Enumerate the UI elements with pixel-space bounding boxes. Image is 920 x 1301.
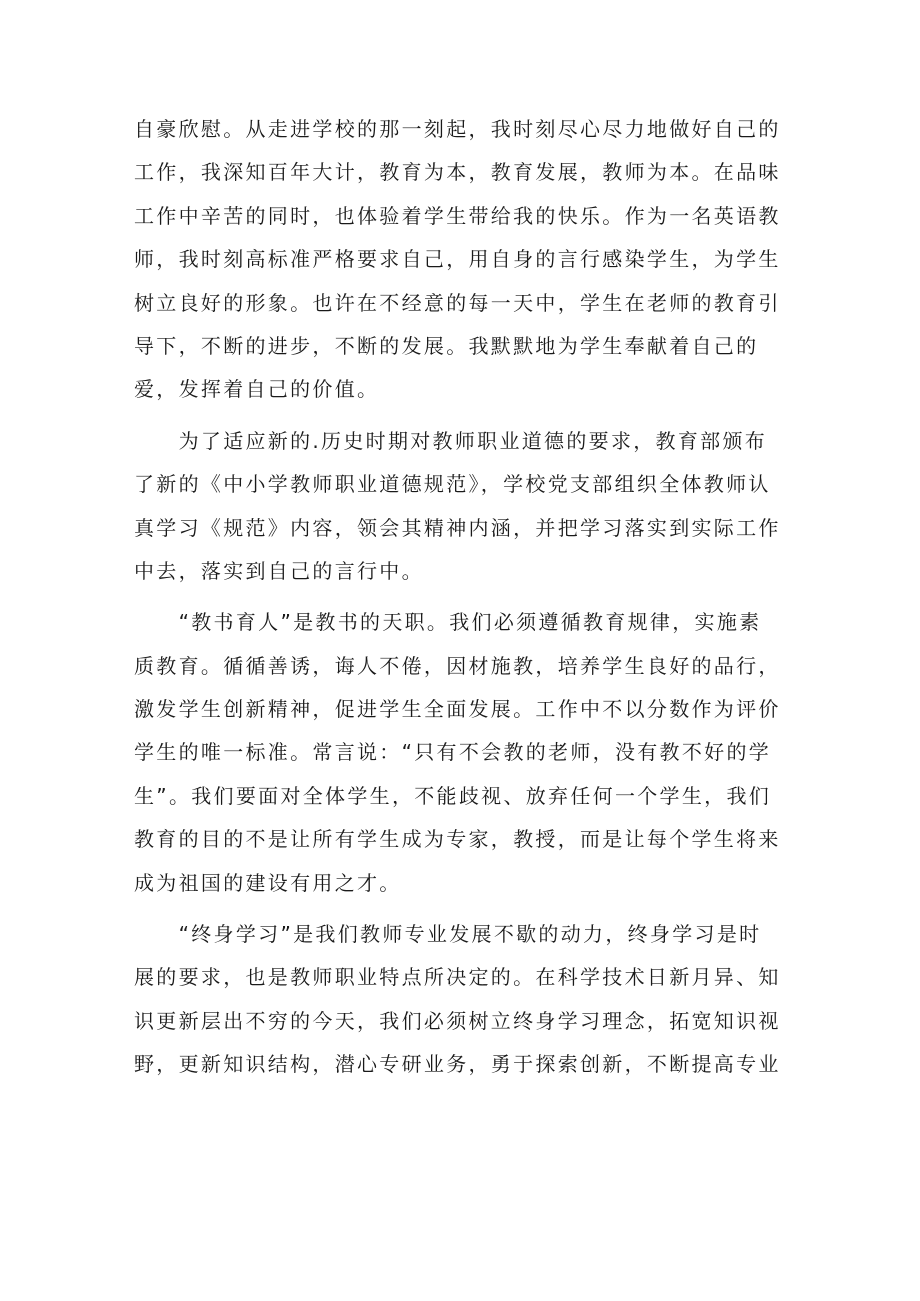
text-line: “教书育人”是教书的天职。我们必须遵循教育规律，实施素 (134, 610, 762, 635)
text-line: 导下，不断的进步，不断的发展。我默默地为学生奉献着自己的 (134, 333, 759, 358)
text-line: 教育的目的不是让所有学生成为专家，教授，而是让每个学生将来 (134, 827, 781, 852)
paragraph (134, 420, 781, 594)
text-line: 生”。我们要面对全体学生，不能歧视、放弃任何一个学生，我们 (134, 783, 772, 808)
text-line: 激发学生创新精神，促进学生全面发展。工作中不以分数作为评价 (134, 697, 781, 722)
text-line: 展的要求，也是教师职业特点所决定的。在科学技术日新月异、知 (134, 965, 781, 990)
text-line: 师，我时刻高标准严格要求自己，用自身的言行感染学生，为学生 (134, 247, 781, 272)
paragraph-gap (134, 905, 774, 913)
text-line: 真学习《规范》内容，领会其精神内涵，并把学习落实到实际工作 (134, 515, 781, 540)
paragraph (134, 601, 781, 905)
paragraph-gap (134, 412, 774, 420)
paragraph-gap (134, 593, 774, 601)
text-line: 识更新层出不穷的今天，我们必须树立终身学习理念，拓宽知识视 (134, 1008, 781, 1033)
text-line: 成为祖国的建设有用之才。 (134, 870, 402, 895)
text-line: 工作，我深知百年大计，教育为本，教育发展，教师为本。在品味 (134, 160, 781, 185)
text-line: “终身学习”是我们教师专业发展不歇的动力，终身学习是时 (134, 922, 762, 947)
text-line: 野，更新知识结构，潜心专研业务，勇于探索创新，不断提高专业 (134, 1052, 781, 1077)
text-line: 质教育。循循善诱，诲人不倦，因材施教，培养学生良好的品行， (134, 653, 781, 678)
document-body (134, 108, 781, 1087)
paragraph (134, 108, 781, 412)
text-line: 自豪欣慰。从走进学校的那一刻起，我时刻尽心尽力地做好自己的 (134, 117, 781, 141)
text-line: 学生的唯一标准。常言说：“只有不会教的老师，没有教不好的学 (134, 740, 772, 765)
text-line: 了新的《中小学教师职业道德规范》，学校党支部组织全体教师认 (134, 472, 771, 497)
text-line: 树立良好的形象。也许在不经意的每一天中，学生在老师的教育引 (134, 290, 781, 315)
paragraph (134, 913, 781, 1087)
text-line: 为了适应新的.历史时期对教师职业道德的要求，教育部颁布 (134, 428, 768, 453)
text-line: 工作中辛苦的同时，也体验着学生带给我的快乐。作为一名英语教 (134, 203, 781, 228)
text-line: 中去，落实到自己的言行中。 (134, 558, 424, 583)
text-line: 爱，发挥着自己的价值。 (134, 377, 380, 402)
